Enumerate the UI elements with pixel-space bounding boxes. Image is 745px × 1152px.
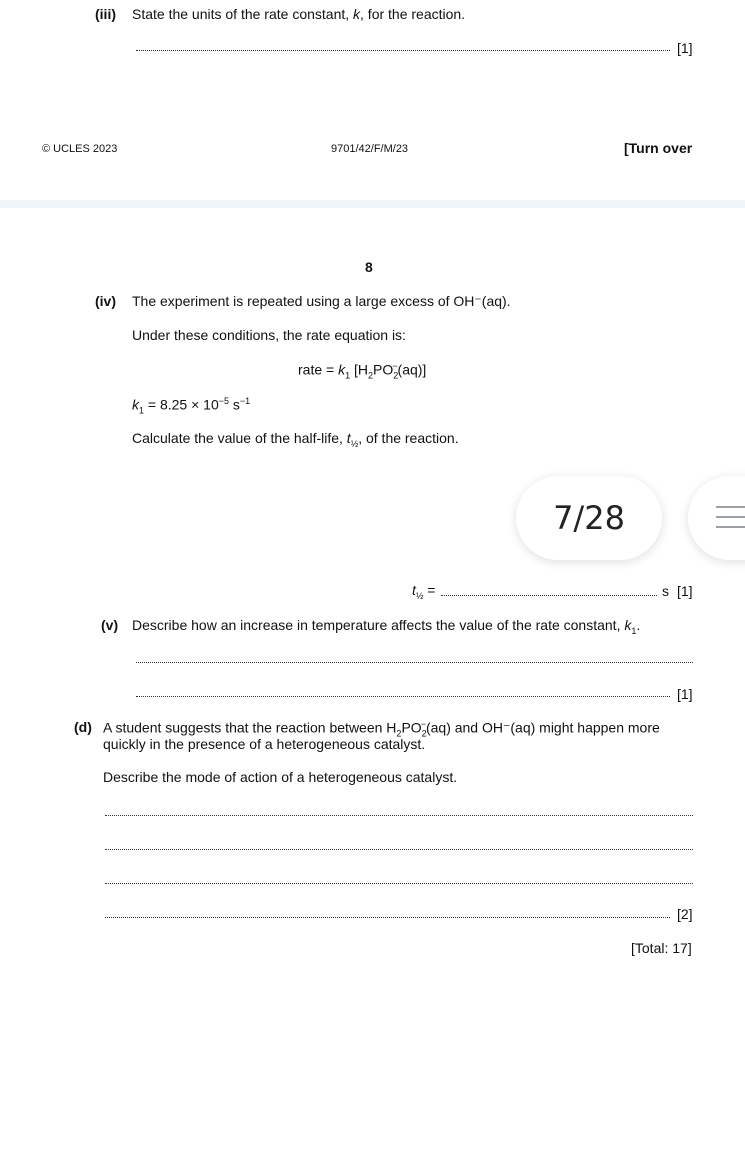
answer-line-d-2[interactable]	[105, 849, 693, 850]
answer-line-v-1[interactable]	[136, 662, 693, 663]
rate-equation: rate = $k_1$ $[H_2PO_2^-(aq)]$	[298, 361, 427, 381]
answer-unit: s	[662, 583, 669, 599]
question-iii-label: (iii)	[95, 6, 116, 22]
footer-paper-code: 9701/42/F/M/23	[331, 143, 409, 155]
question-v-text: Describe how an increase in temperature affects the value of the rate constant, $k_1$.	[132, 617, 641, 636]
page-gap	[0, 200, 745, 208]
question-iv-label: (iv)	[95, 293, 116, 309]
question-iii-text: State the units of the rate constant, k, for the reaction.	[132, 6, 466, 22]
question-d-prompt: Describe the mode of action of a heterogeneous catalyst.	[103, 769, 458, 785]
question-v-label: (v)	[101, 617, 119, 633]
page-number: 8	[365, 259, 373, 275]
answer-line-d-1[interactable]	[105, 815, 693, 816]
calculate-text: Calculate the value of the half-life, $t_{\frac{1}{2}}$, of the reaction.	[132, 430, 459, 449]
answer-line-v-2[interactable]	[136, 696, 670, 697]
answer-line-iv[interactable]	[441, 595, 657, 596]
conditions-text: Under these conditions, the rate equation is:	[132, 327, 406, 343]
question-d-text-line1: A student suggests that the reaction between $H_2PO_2^-(aq)$ and OH⁻(aq) might happen more	[103, 719, 660, 739]
marks-iii: [1]	[677, 40, 693, 56]
k1-value: $k_1 = 8.25 \times 10^{-5}$ $s^{-1}$	[132, 396, 251, 416]
answer-line-iii[interactable]	[136, 50, 670, 51]
question-d-label: (d)	[74, 719, 92, 735]
total-marks: [Total: 17]	[631, 940, 692, 956]
answer-line-d-4[interactable]	[105, 917, 670, 918]
question-d-text-line2: quickly in the presence of a heterogeneous catalyst.	[103, 736, 426, 752]
footer-turn-over: [Turn over	[624, 140, 693, 156]
page-indicator[interactable]: 7/28	[516, 476, 662, 560]
answer-line-d-3[interactable]	[105, 883, 693, 884]
marks-iv: [1]	[677, 583, 693, 599]
marks-v: [1]	[677, 686, 693, 702]
hamburger-menu-icon[interactable]	[688, 476, 745, 560]
footer-copyright: © UCLES 2023	[42, 143, 118, 155]
half-life-answer-label: $t_{\frac{1}{2}}$ =	[412, 582, 436, 601]
marks-d: [2]	[677, 906, 693, 922]
question-iv-text: The experiment is repeated using a large excess of OH⁻(aq).	[132, 293, 511, 309]
